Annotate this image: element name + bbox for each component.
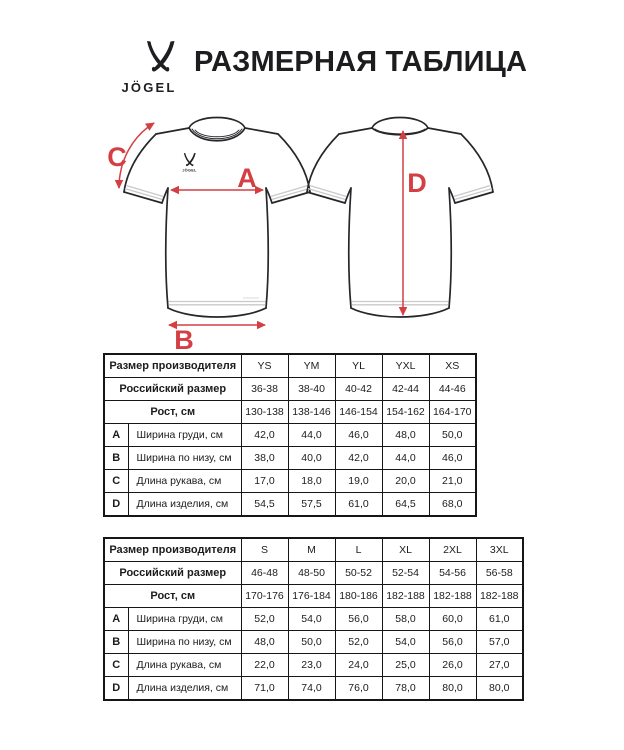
size-cell: YS [241,354,288,378]
header-label: Размер производителя [104,538,241,562]
size-cell: L [335,538,382,562]
size-cell: 46-48 [241,562,288,585]
value-cell: 48,0 [382,424,429,447]
measure-label-cell: Длина изделия, см [128,493,241,517]
size-cell: 138-146 [288,401,335,424]
measure-letter-d: D [407,168,427,198]
front-body-left [166,188,168,308]
value-cell: 56,0 [335,608,382,631]
value-cell: 44,0 [288,424,335,447]
front-body-right [266,188,268,308]
measure-row [104,608,523,631]
value-cell: 52,0 [241,608,288,631]
measure-label-cell: Ширина груди, см [128,424,241,447]
measure-letter-b: B [174,325,194,355]
back-collar-outline [372,118,428,129]
value-cell: 23,0 [288,654,335,677]
measure-letter-a: A [237,163,257,193]
header-row [104,562,523,585]
size-cell: 180-186 [335,585,382,608]
back-shirt [307,118,493,318]
jogel-antler-icon [147,41,175,72]
measure-letter-cell: D [104,677,128,701]
back-left-sleeve [307,134,339,192]
measure-letter-cell: A [104,424,128,447]
measure-label-cell: Ширина по низу, см [128,631,241,654]
front-hem [168,308,266,317]
size-cell: YM [288,354,335,378]
size-cell: 42-44 [382,378,429,401]
front-right-shoulder [245,128,278,134]
measure-row [104,447,476,470]
page-title: РАЗМЕРНАЯ ТАБЛИЦА [194,46,528,78]
value-cell: 56,0 [429,631,476,654]
size-cell: 154-162 [382,401,429,424]
header-label: Российский размер [104,562,241,585]
value-cell: 19,0 [335,470,382,493]
value-cell: 20,0 [382,470,429,493]
value-cell: 78,0 [382,677,429,701]
size-cell: 2XL [429,538,476,562]
measure-row [104,424,476,447]
size-cell: 50-52 [335,562,382,585]
size-cell: 182-188 [476,585,523,608]
size-cell: 164-170 [429,401,476,424]
value-cell: 21,0 [429,470,476,493]
header-label: Размер производителя [104,354,241,378]
value-cell: 71,0 [241,677,288,701]
size-cell: XL [382,538,429,562]
measure-label-cell: Длина изделия, см [128,677,241,701]
value-cell: 61,0 [335,493,382,517]
back-right-shoulder [428,128,461,134]
front-collar-outline [189,118,245,129]
value-cell: 46,0 [335,424,382,447]
size-cell: 3XL [476,538,523,562]
back-right-sleeve [461,134,493,192]
value-cell: 74,0 [288,677,335,701]
front-left-sleeve [124,134,156,192]
size-cell: XS [429,354,476,378]
value-cell: 80,0 [476,677,523,701]
value-cell: 22,0 [241,654,288,677]
back-hem [351,308,449,317]
size-cell: 170-176 [241,585,288,608]
measure-label-cell: Ширина по низу, см [128,447,241,470]
chest-logo-wordmark: JÖGEL [182,168,197,173]
front-right-sleeve [278,134,310,192]
measure-row [104,493,476,517]
measure-letter-cell: C [104,654,128,677]
measure-row [104,470,476,493]
measure-row [104,631,523,654]
measure-label-cell: Ширина груди, см [128,608,241,631]
measure-label-cell: Длина рукава, см [128,470,241,493]
size-cell: 48-50 [288,562,335,585]
chest-logo [182,153,197,173]
measure-letter-cell: D [104,493,128,517]
value-cell: 18,0 [288,470,335,493]
value-cell: 54,0 [288,608,335,631]
size-cell: 52-54 [382,562,429,585]
value-cell: 54,0 [382,631,429,654]
back-body-right [449,188,451,308]
value-cell: 57,0 [476,631,523,654]
size-cell: 182-188 [382,585,429,608]
jogel-wordmark: JÖGEL [121,80,177,95]
value-cell: 50,0 [288,631,335,654]
value-cell: 61,0 [476,608,523,631]
size-cell: M [288,538,335,562]
size-cell: 38-40 [288,378,335,401]
header-row [104,378,476,401]
header-label: Рост, см [104,585,241,608]
size-table-adult [103,537,524,701]
measure-row [104,677,523,701]
value-cell: 40,0 [288,447,335,470]
measure-letter-cell: B [104,447,128,470]
back-left-shoulder [339,128,372,134]
value-cell: 50,0 [429,424,476,447]
header-label: Российский размер [104,378,241,401]
value-cell: 24,0 [335,654,382,677]
value-cell: 38,0 [241,447,288,470]
header-row [104,538,523,562]
value-cell: 48,0 [241,631,288,654]
size-cell: 130-138 [241,401,288,424]
size-cell: 176-184 [288,585,335,608]
value-cell: 42,0 [335,447,382,470]
measure-letter-cell: A [104,608,128,631]
value-cell: 76,0 [335,677,382,701]
size-cell: 54-56 [429,562,476,585]
size-cell: 36-38 [241,378,288,401]
measure-row [104,654,523,677]
size-cell: 146-154 [335,401,382,424]
value-cell: 27,0 [476,654,523,677]
size-cell: 40-42 [335,378,382,401]
measure-label-cell: Длина рукава, см [128,654,241,677]
value-cell: 46,0 [429,447,476,470]
size-cell: 182-188 [429,585,476,608]
value-cell: 42,0 [241,424,288,447]
value-cell: 58,0 [382,608,429,631]
value-cell: 64,5 [382,493,429,517]
value-cell: 68,0 [429,493,476,517]
header-row [104,585,523,608]
size-tables [103,353,524,701]
measure-letter-c: C [107,142,127,172]
header-row [104,354,476,378]
jogel-logo [116,34,186,100]
value-cell: 25,0 [382,654,429,677]
header-label: Рост, см [104,401,241,424]
size-cell: 56-58 [476,562,523,585]
size-cell: YL [335,354,382,378]
value-cell: 57,5 [288,493,335,517]
value-cell: 44,0 [382,447,429,470]
value-cell: 80,0 [429,677,476,701]
front-left-shoulder [156,128,189,134]
value-cell: 26,0 [429,654,476,677]
value-cell: 60,0 [429,608,476,631]
measure-letter-cell: B [104,631,128,654]
value-cell: 52,0 [335,631,382,654]
size-table-youth [103,353,477,517]
size-cell: 44-46 [429,378,476,401]
shirt-measurement-diagram [88,104,528,356]
size-cell: YXL [382,354,429,378]
header-row [104,401,476,424]
front-shirt [124,118,310,318]
back-body-left [349,188,351,308]
value-cell: 17,0 [241,470,288,493]
measure-letter-cell: C [104,470,128,493]
size-cell: S [241,538,288,562]
value-cell: 54,5 [241,493,288,517]
